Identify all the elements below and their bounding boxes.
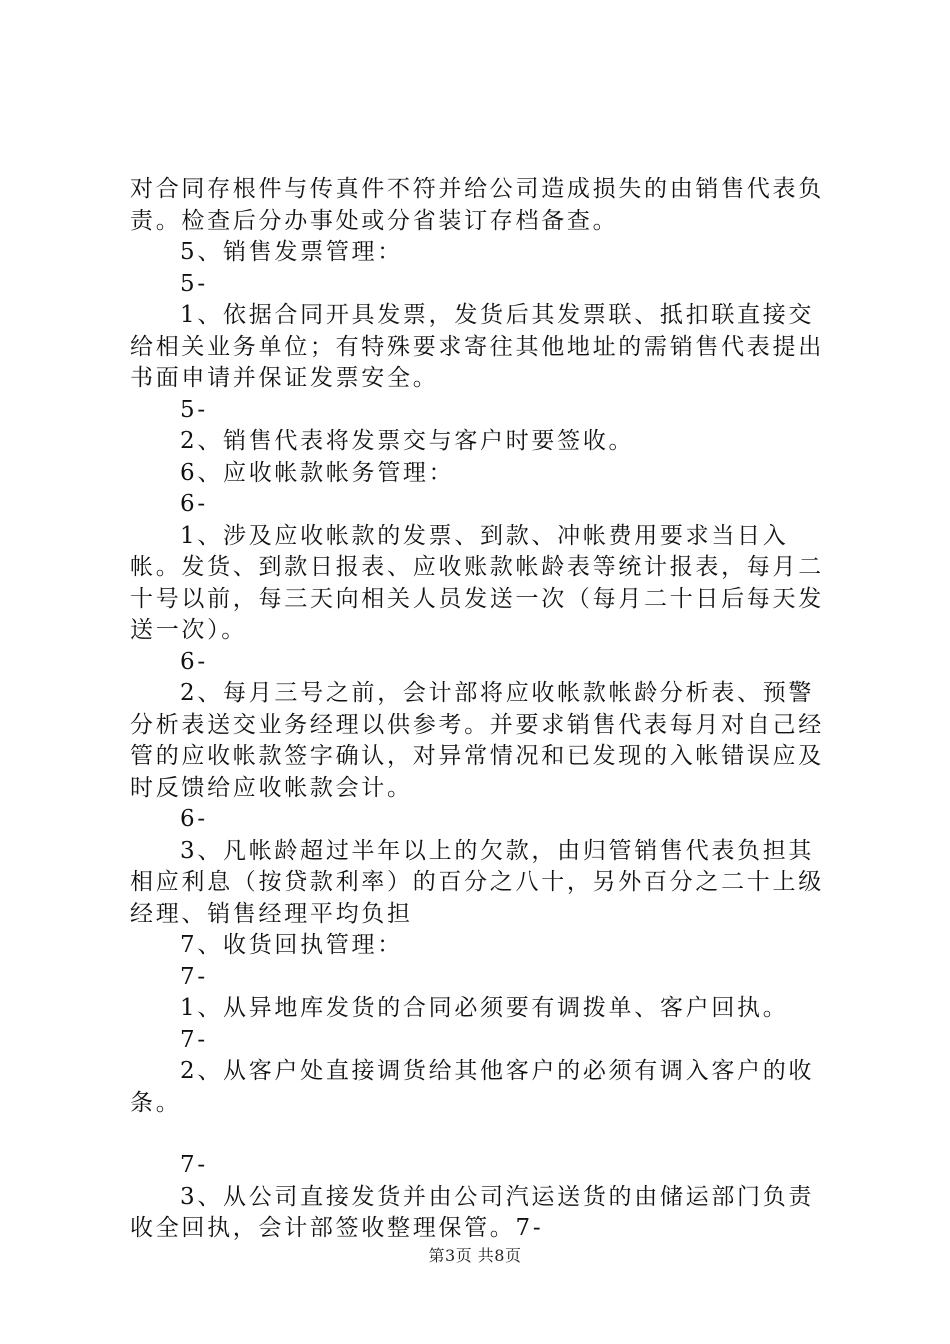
paragraph: 7- [180, 1152, 208, 1178]
document-body [130, 174, 830, 1245]
paragraph: 1、涉及应收帐款的发票、到款、冲帐费用要求当日入帐。发货、到款日报表、应收账款帐龄表等统计报表，每月二十号以前，每三天向相关人员发送一次（每月二十日后每天发送一次）。 [130, 522, 824, 643]
paragraph: 2、销售代表将发票交与客户时要签收。 [180, 428, 635, 454]
paragraph: 7- [180, 963, 208, 990]
paragraph: 3、凡帐龄超过半年以上的欠款，由归管销售代表负担其相应利息（按贷款利率）的百分之八十，另外百分之二十上级经理、销售经理平均负担 [130, 837, 824, 927]
paragraph: 5- [180, 270, 208, 297]
paragraph: 2、每月三号之前，会计部将应收帐款帐龄分析表、预警分析表送交业务经理以供参考。并要求销售代表每月对自己经管的应收帐款签字确认，对异常情况和已发现的入帐错误应及时反馈给应收帐款会计。 [130, 680, 824, 801]
paragraph: 6- [180, 491, 208, 517]
paragraph: 3、从公司直接发货并由公司汽运送货的由储运部门负责收全回执，会计部签收整理保管。7- [130, 1183, 815, 1241]
paragraph: 7、收货回执管理： [180, 932, 403, 958]
paragraph: 对合同存根件与传真件不符并给公司造成损失的由销售代表负责。检查后分办事处或分省装订存档备查。 [130, 176, 824, 234]
paragraph: 5- [180, 396, 208, 423]
paragraph: 1、从异地库发货的合同必须要有调拨单、客户回执。 [180, 995, 789, 1021]
page-footer: 第3页 共8页 [428, 1246, 522, 1265]
paragraph: 2、从客户处直接调货给其他客户的必须有调入客户的收条。 [130, 1058, 815, 1116]
paragraph: 1、依据合同开具发票，发货后其发票联、抵扣联直接交给相关业务单位；有特殊要求寄往其他地址的需销售代表提出书面申请并保证发票安全。 [130, 302, 824, 391]
paragraph: 6- [180, 806, 208, 832]
paragraph: 7- [180, 1026, 208, 1053]
paragraph: 6、应收帐款帐务管理： [180, 459, 455, 486]
paragraph: 5、销售发票管理： [180, 239, 403, 265]
paragraph: 6- [180, 648, 208, 675]
